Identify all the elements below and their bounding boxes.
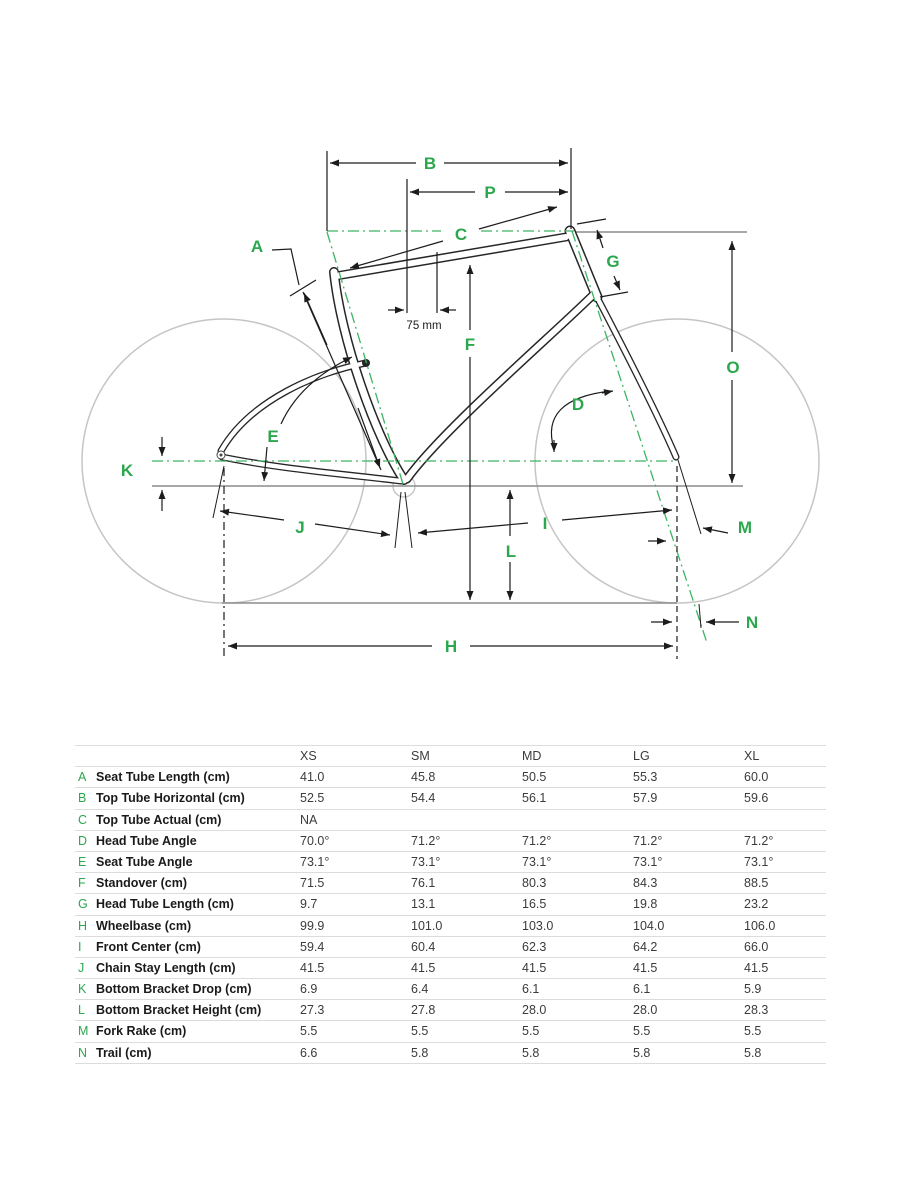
row-value: 9.7 [300, 897, 318, 912]
row-value: 103.0 [522, 918, 554, 933]
row-value: 6.4 [411, 982, 429, 997]
row-letter: H [78, 918, 88, 933]
row-value: 88.5 [744, 876, 769, 891]
table-row [75, 1020, 826, 1041]
dim-label-k: K [120, 461, 134, 480]
table-row [75, 851, 826, 872]
dim-label-d: D [571, 395, 585, 414]
row-letter: A [78, 770, 87, 785]
dim-label-i: I [542, 514, 548, 533]
row-value: 28.0 [633, 1003, 658, 1018]
row-value: 6.9 [300, 982, 318, 997]
row-letter: M [78, 1024, 89, 1039]
row-value: 6.1 [633, 982, 651, 997]
row-label: Bottom Bracket Height (cm) [96, 1003, 262, 1018]
row-value: 13.1 [411, 897, 436, 912]
row-value: 106.0 [744, 918, 776, 933]
row-value: 28.3 [744, 1003, 769, 1018]
table-row [75, 999, 826, 1020]
seat-stay [221, 363, 366, 451]
rear-axle-point [220, 454, 223, 457]
dim-label-o: O [726, 358, 740, 377]
row-value: 50.5 [522, 770, 547, 785]
row-value: 73.1° [633, 854, 663, 869]
row-letter: C [78, 812, 88, 827]
table-row [75, 872, 826, 893]
row-value: 59.4 [300, 939, 325, 954]
row-value: 52.5 [300, 791, 325, 806]
table-row [75, 936, 826, 957]
row-label: Bottom Bracket Drop (cm) [96, 982, 252, 997]
row-label: Top Tube Actual (cm) [96, 812, 222, 827]
row-value: 71.2° [411, 833, 441, 848]
row-value: 5.8 [522, 1045, 540, 1060]
row-value: 5.8 [744, 1045, 762, 1060]
row-label: Seat Tube Length (cm) [96, 770, 230, 785]
dim-label-l: L [505, 542, 517, 561]
row-letter: B [78, 791, 87, 806]
row-value: 6.6 [300, 1045, 318, 1060]
dim-label-n: N [745, 613, 759, 632]
size-header-xl: XL [744, 749, 760, 763]
table-row [75, 957, 826, 978]
dim-label-g: G [606, 252, 620, 271]
row-value: 45.8 [411, 770, 436, 785]
table-row [75, 787, 826, 808]
row-label: Standover (cm) [96, 876, 187, 891]
table-row [75, 893, 826, 914]
dim-label-h: H [444, 637, 458, 656]
dim-label-p: P [484, 183, 496, 202]
dimension-labels [121, 154, 758, 656]
row-label: Front Center (cm) [96, 939, 201, 954]
row-value: 71.2° [744, 833, 774, 848]
row-value: 6.1 [522, 982, 540, 997]
table-row [75, 766, 826, 787]
row-value: 28.0 [522, 1003, 547, 1018]
row-value: 80.3 [522, 876, 547, 891]
row-value: 76.1 [411, 876, 436, 891]
row-value: 5.5 [522, 1024, 540, 1039]
row-value: 84.3 [633, 876, 658, 891]
row-value: 41.5 [300, 960, 325, 975]
row-label: Fork Rake (cm) [96, 1024, 187, 1039]
row-value: 5.5 [411, 1024, 429, 1039]
row-value: 73.1° [744, 854, 774, 869]
row-value: 54.4 [411, 791, 436, 806]
row-letter: D [78, 833, 88, 848]
row-value: 41.5 [522, 960, 547, 975]
row-value: 41.5 [744, 960, 769, 975]
row-value: NA [300, 812, 318, 827]
dim-label-m: M [737, 518, 753, 537]
row-value: 70.0° [300, 833, 330, 848]
row-value: 57.9 [633, 791, 658, 806]
size-header-lg: LG [633, 749, 650, 763]
row-letter: N [78, 1045, 88, 1060]
row-letter: I [78, 939, 82, 954]
row-letter: L [78, 1003, 85, 1018]
row-value: 60.4 [411, 939, 436, 954]
table-header-row [75, 745, 826, 766]
table-row [75, 978, 826, 999]
row-value: 73.1° [411, 854, 441, 869]
row-label: Trail (cm) [96, 1045, 152, 1060]
row-value: 64.2 [633, 939, 658, 954]
row-value: 71.5 [300, 876, 325, 891]
row-value: 5.8 [411, 1045, 429, 1060]
row-value: 73.1° [522, 854, 552, 869]
row-value: 19.8 [633, 897, 658, 912]
row-value: 5.8 [633, 1045, 651, 1060]
row-letter: K [78, 982, 87, 997]
row-label: Head Tube Angle [96, 833, 197, 848]
row-label: Head Tube Length (cm) [96, 897, 234, 912]
row-label: Seat Tube Angle [96, 854, 193, 869]
row-label: Wheelbase (cm) [96, 918, 192, 933]
row-value: 5.9 [744, 982, 762, 997]
row-value: 16.5 [522, 897, 547, 912]
table-row [75, 1042, 826, 1063]
row-letter: J [78, 960, 85, 975]
size-header-xs: XS [300, 749, 317, 763]
row-value: 73.1° [300, 854, 330, 869]
geometry-table [75, 745, 826, 1064]
dim-label-c: C [454, 225, 468, 244]
row-label: Top Tube Horizontal (cm) [96, 791, 245, 806]
dim-label-b: B [423, 154, 437, 173]
row-value: 5.5 [300, 1024, 318, 1039]
size-header-sm: SM [411, 749, 430, 763]
table-row [75, 915, 826, 936]
seat-tube [334, 272, 404, 480]
row-value: 55.3 [633, 770, 658, 785]
row-value: 71.2° [633, 833, 663, 848]
note-75mm: 75 mm [406, 320, 442, 332]
row-label: Chain Stay Length (cm) [96, 960, 236, 975]
steering-axis [572, 231, 707, 643]
dim-label-j: J [295, 518, 305, 537]
row-value: 41.5 [633, 960, 658, 975]
table-body [75, 766, 826, 1063]
row-value: 56.1 [522, 791, 547, 806]
row-value: 23.2 [744, 897, 769, 912]
row-value: 27.3 [300, 1003, 325, 1018]
row-letter: F [78, 876, 86, 891]
row-value: 62.3 [522, 939, 547, 954]
row-value: 5.5 [633, 1024, 651, 1039]
table-row [75, 830, 826, 851]
row-value: 60.0 [744, 770, 769, 785]
row-value: 104.0 [633, 918, 665, 933]
row-value: 71.2° [522, 833, 552, 848]
size-header-md: MD [522, 749, 542, 763]
row-value: 66.0 [744, 939, 769, 954]
row-value: 59.6 [744, 791, 769, 806]
dim-label-a: A [250, 237, 264, 256]
row-value: 27.8 [411, 1003, 436, 1018]
dim-label-f: F [464, 335, 476, 354]
table-row [75, 809, 826, 830]
row-value: 5.5 [744, 1024, 762, 1039]
row-value: 41.0 [300, 770, 325, 785]
row-letter: E [78, 854, 87, 869]
row-value: 41.5 [411, 960, 436, 975]
dim-label-e: E [267, 427, 279, 446]
row-letter: G [78, 897, 88, 912]
row-value: 99.9 [300, 918, 325, 933]
row-value: 101.0 [411, 918, 443, 933]
